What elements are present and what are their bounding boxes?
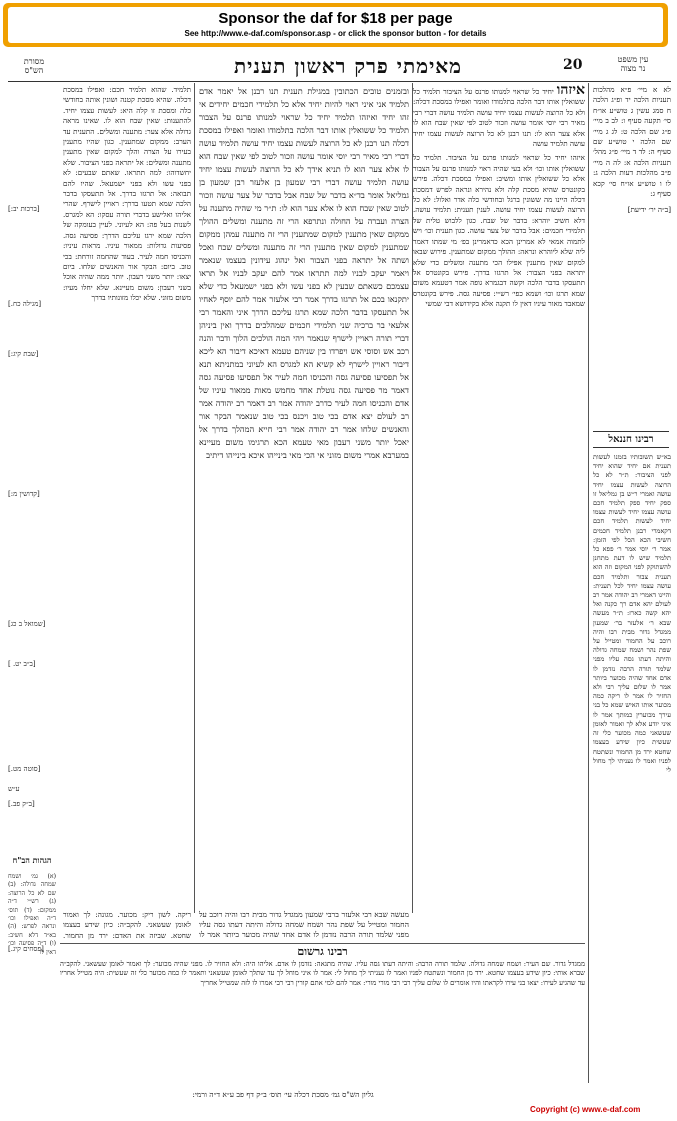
tosafot-column	[413, 85, 585, 655]
gemara-bottom-column	[199, 910, 409, 940]
tosafot-text: איזהו יחיד כל שראוי למנותו פרנס על הציבור. תלמיד כל ששואלין אותו וכו׳ ולא בעי שהיה ראוי למנותו פרנס על הצבור אלא כל ששואלין אותו ומשיב: ואפילו במסכת דכלה. פירש בקונטרס שהיא מסכת קלה ולא נהירא ונראה לפרש דמסכת דכלה היינו מה ששונין ברגל ובחודשי כלה אדר ואלול: לא כל הרוצה לעשות עצמו יחיד עושה. לענין תענית: תלמיד עושה. דלא חשיב יוהרא: בדבר של שבח. כגון ללבוש טלית של תלמידי חכמים: אבל בדבר של צער עושה. כגון תענית וכו׳ ויש לתמוה אמאי לא אמרינן הכא כדאמרינן בפ׳ מי שמתו דאמר ליה שלא ליוהרא ונראה: ההולך ממקום שמתענין. פירוש שבאו למקום שאין מתענין אפילו הכי מתענה ומשלים כדי שלא יתראה בפני הצבור: אל תרגזו בדרך. פירש בקונטרס אל תתעסקו בדבר הלכה וקשה דבגמרא גופה אמר דטעמא משום שמא תרגז וכו׳ ושמא כפי׳ רש״י: פסיעה גסה. פירש בקונטרס שמאבד מאור עיניו דאין לו תקנה אלא בקידושא דבי שמשי	[413, 153, 585, 309]
masoret-hashas-heading: מסורת הש"ס	[23, 57, 45, 75]
margin-note: [קדושין מ:]	[8, 490, 40, 498]
copyright-link[interactable]: Copyright (c) www.e-daf.com	[530, 1105, 641, 1114]
gemara-divider-left	[194, 83, 195, 913]
sponsor-title[interactable]: Sponsor the daf for $18 per page	[218, 10, 453, 27]
rabbeinu-chananel-text: בא״ש תשובותיו בזמנו לעשות תענית אם יחיד שהוא יחיד לפני הציבור: ת״ר לא כל הרוצה לעשות עצמו יחיד עושה ואמרי ר״ש בן גמליאל זו ספק יחיד ספק תלמיד חכם עושה עצמו יחיד לעשות עצמו יחיד לעשות תלמיד חכם דקאמרי רבנן תלמיד חכמים חשיבי הכא הכל לפי הזמן: אמר ר׳ יוסי אמר ר׳ פפא כל תלמיד שיש לו דעת מתחנן להשתוקק לפני המקום וזה הוא תענית צבור ותלמיד חכם עושה עצמו יחיד לכל תענית: והיינו דאמרי רב יהודה אמר רב לעולם יהא אדם רך כקנה ואל יהא קשה כארז: ת״ר מעשה שבא ר׳ אלעזר בר׳ שמעון ממגדל גדור מבית רבו והיה רוכב על החמור ומטייל על שפת נהר ושמח שמחה גדולה והיתה דעתו גסה עליו מפני שלמד תורה הרבה נזדמן לו אדם אחד שהיה מכוער ביותר אמר לו שלום עליך רבי ולא החזיר לו אמר לו ריקה כמה מכוער אותו האיש שמא כל בני עירך מכוערין כמותך אמר לו איני יודע אלא לך ואמור לאומן שעשאני כמה מכוער כלי זה שעשית כיון שידע בעצמו שחטא ירד מן החמור ונשתטח לפניו ואמר לו נעניתי לך מחול לי	[593, 453, 671, 774]
ein-mishpat-heading: עין משפט נר מצוה	[617, 55, 649, 73]
margin-note: [ב״ק פב.]	[8, 800, 35, 808]
margin-note: ע״ש	[8, 785, 20, 793]
mishna-block	[413, 85, 585, 149]
gemara-bottom-text: מעשה שבא רבי אלעזר ברבי שמעון ממגדל גדור מבית רבו והיה רוכב על החמור ומטייל על שפת נהר ושמח שמחה גדולה והיתה דעתו גסה עליו מפני שלמד תורה הרבה נזדמן לו אדם אחד שהיה מכוער ביותר אמר לו	[199, 910, 409, 939]
sponsor-banner[interactable]	[3, 3, 668, 47]
page-number: 20	[563, 57, 583, 73]
column-divider	[588, 83, 589, 1083]
rashi-bottom-column	[63, 910, 191, 940]
margin-note: [שמואל ב כג]	[8, 620, 46, 628]
rashi-column	[63, 85, 191, 905]
rabbeinu-chananel-title: רבינו חננאל	[593, 431, 669, 448]
ein-mishpat-note: [ב״ה יר׳ ידיעת]	[627, 205, 671, 215]
rabbeinu-gershom-column	[60, 960, 585, 1080]
mishna-opening-word: איזהו	[556, 85, 585, 98]
sponsor-banner-inner[interactable]	[8, 7, 663, 43]
margin-note: [שבת קיג:]	[8, 350, 39, 358]
gemara-column	[199, 85, 409, 905]
hagahot-title: הגהות הב"ח	[12, 855, 52, 865]
page-title: מאימתי פרק ראשון תענית	[233, 54, 463, 78]
margin-note: [ב״ב יט. ]	[8, 660, 36, 668]
gemara-divider-right	[412, 83, 413, 913]
rabbeinu-gershom-title: רבינו גרשום	[297, 945, 348, 958]
mishna-text: יחיד כל שראוי למנותו פרנס על הציבור תלמיד כל ששואלין אותו דבר הלכה בתלמודו ואומר ואפילו במסכת דכלה: ולא כל הרוצה לעשות עצמו יחיד עושה תלמיד עושה דברי רבי מאיר רבי יוסי אומר עושה וזכור לטוב לפי שאין שבח הוא לו אלא צער הוא לו: תנו רבנן לא כל הרוצה לעשות עצמו יחיד עושה תלמיד עושה	[413, 87, 585, 149]
ein-mishpat-column	[593, 85, 671, 425]
talmud-page	[8, 55, 671, 1103]
margin-note: [סוטה מט.]	[8, 765, 41, 773]
margin-note: [מגילה כח.]	[8, 300, 42, 308]
rabbeinu-gershom-text: ממגדל גדור. שם העיר: ושמח שמחה גדולה. שלמד תורה הרבה: והיתה דעתו גסה עליו. שהיה מתגאה: נזדמן לו אדם. אליהו היה: ולא החזיר לו. מפני שהיה מכוער: לך ואמור לאומן שעשאני. להקב״ה שברא אותי: כיון שידע בעצמו שחטא. ירד מן החמור ונשתטח לפניו ואמר לו נעניתי לך מחול לי: אמר לו איני מוחל לך עד שתלך לאומן שעשאני ותאמר לו כמה מכוער כלי זה שעשית: היה מטייל אחריו עד שהגיע לעירו: יצאו בני עירו לקראתו והיו אומרים לו שלום עליך רבי רבי מורי מורי: אמר להם למי אתם קורין רבי רבי אמרו לו לזה שמטייל אחריך	[60, 960, 585, 987]
sponsor-subtitle[interactable]: See http://www.e-daf.com/sponsor.asp - or click the sponsor button - for details	[184, 29, 487, 38]
gilyon-hashas-line: גליון הש"ס גמ׳ מסכת דכלה עי׳ תוס׳ ב״ק דף פב ע״א ד״ה ורמי:	[192, 1090, 374, 1099]
rashi-bottom-text: ריקה. לשון ריק: מכוער. מגונה: לך ואמור לאומן שעשאני. להקב״ה: כיון שידע בעצמו שחטא. שביזה את האדם: ירד מן החמור.	[63, 910, 191, 940]
gemara-text: ובזמנים טובים הכתובין במגילת תענית תנו רבנן אל יאמר אדם תלמיד אני איני ראוי להיות יחיד אלא כל תלמידי חכמים יחידים אי זהו יחיד ואיזהו תלמיד יחיד כל שראוי למנותו פרנס על הצבור תלמיד כל ששואלין אותו דבר הלכה בתלמודו ואומר ואפילו במסכת דכלה תנו רבנן לא כל הרוצה לעשות עצמו יחיד עושה תלמיד עושה דברי רבי מאיר רבי יוסי אומר עושה וזכור לטוב לפי שאין שבח הוא לו אלא צער הוא לו תניא אידך לא כל הרוצה לעשות עצמו יחיד עושה תלמיד עושה דברי רבי שמעון בן אלעזר רבן שמעון בן גמליאל אומר בד״א בדבר של שבח אבל בדבר של צער עושה וזכור לטוב שאין שבח הוא לו אלא צער הוא לו: ת״ר מי שהיה מתענה על הצרה ועברה על החולה ונתרפא הרי זה מתענה ומשלים ההולך ממקום שאין מתענין למקום שמתענין הרי זה מתענה עמהן ממקום שמתענין למקום שאין מתענין הרי זה מתענה ומשלים שכח ואכל ושתה אל יתראה בפני הצבור ואל ינהוג עידונין בעצמו שנאמר ויאמר יעקב לבניו למה תתראו אמר להם יעקב לבניו אל תראו עצמכם כשאתם שבעין לא בפני עשו ולא בפני ישמעאל כדי שלא יתקנאו בכם אל תרגזו בדרך אמר רבי אלעזר אמר להם יוסף לאחיו אל תתעסקו בדבר הלכה שמא תרגז עליכם הדרך איני והאמר רבי אלעאי בר ברכיה שני תלמידי חכמים שמהלכים בדרך ואין ביניהן דברי תורה ראויין לישרף שנאמר ויהי המה הולכים הלוך ודבר והנה רכב אש וסוסי אש ויפרדו בין שניהם טעמא דאיכא דיבור הא ליכא דיבור ראויין לישרף לא קשיא הא למגרס הא לעיוני במתניתא תנא אל תפסיעו פסיעה גסה והכניסו חמה לעיר אל תפסיעו פסיעה גסה דאמר מר פסיעה גסה נוטלת אחד מחמש מאות ממאור עיניו של אדם והכניסו חמה לעיר כדרב יהודה אמר רב דאמר רב יהודה אמר רב לעולם יצא אדם בכי טוב ויכנס בכי טוב שנאמר הבקר אור והאנשים שלחו אמר רב יהודה אמר רבי חייא המהלך בדרך אל יאכל יותר משני רעבון מאי טעמא הכא תרגימו משום מעיינא במערבא אמרי משום מזוני אי הכי מאי בינייהו איכא בינייהו דיתיב	[199, 86, 409, 460]
rabbeinu-chananel-column	[593, 453, 671, 1073]
page-header	[8, 55, 671, 82]
hagahot-text: (א) גמ׳ ושמח שמחה גדולה: (ב) שם לא כל הרוצה: (ג) רש״י ד״ה ממקום: (ד) תוס׳ ד״ה ואפילו וכו׳ ונראה לפרש: (ה) בא״ד דלא חשיב: (ו) ד״ה פסיעה וכו׳ דאין לו	[8, 873, 56, 956]
hagahot-column	[8, 873, 56, 1003]
rashi-text: תלמיד. שהוא תלמיד חכם: ואפילו במסכת דכלה. שהיא מסכת קטנה ושונין אותה בחודשי כלה ומסכת זו קלה היא: לעשות עצמו יחיד. להתענות: שאין שבח הוא לו. שאינו מראה גדולה אלא צער: מתענה ומשלים. התענית עד הערב: ממקום שמתענין. כגון שהיו מתענין בעירו על הצרה והלך למקום שאין מתענין מתענה ומשלים: אל יתראה בפני הציבור. שלא יחשדוהו: למה תתראו. שאתם שבעים: לא בפני עשו ולא בפני ישמעאל. שהיו להם תבואה: אל תרגזו בדרך. אל תתעסקו בדבר הלכה שמא תטעו בדרך: ראויין לישרף. שהרי אליהו ואלישע בדברי תורה עסקו: הא למגרס. לשנות בעל פה: הא לעיוני. לעיין בעומקה של הלכה שמא ירגז עליכם הדרך: פסיעה גסה. פסיעות גדולות: ממאור עיניו. מראות עיניו: והכניסו חמה לעיר. בעוד שהחמה זורחת: בכי טוב. ביום: הבקר אור והאנשים שלחו. ביום יצאו: יותר משני רעבון. יותר ממה שהיה אוכל בשני רעבון: משום מעיינא. שלא יחלו מעיו: משום מזוני. שלא יכלו מזונותיו בדרך	[63, 85, 191, 303]
margin-note: [פסחים קיג.]	[8, 945, 44, 953]
margin-note: [ברכות יב:]	[8, 205, 40, 213]
ein-mishpat-text: לא א מיי׳ פ״א מהלכות תעניות הלכה יד ופ״ג הלכה ח סמג עשין ג טוש״ע או״ח סי׳ תקעה סעיף ו: לב ב מיי׳ פ״ג שם הלכה ט: לג ג מיי׳ שם הלכה י טוש״ע שם סעיף ה: לד ד מיי׳ פ״ג מהל׳ תעניות הלכה א: לה ה מיי׳ פ״ב מהלכות דעות הלכה ג: לו ו טוש״ע או״ח סי׳ קכא סעיף ג:	[593, 85, 671, 199]
gershom-top-rule	[60, 943, 585, 944]
